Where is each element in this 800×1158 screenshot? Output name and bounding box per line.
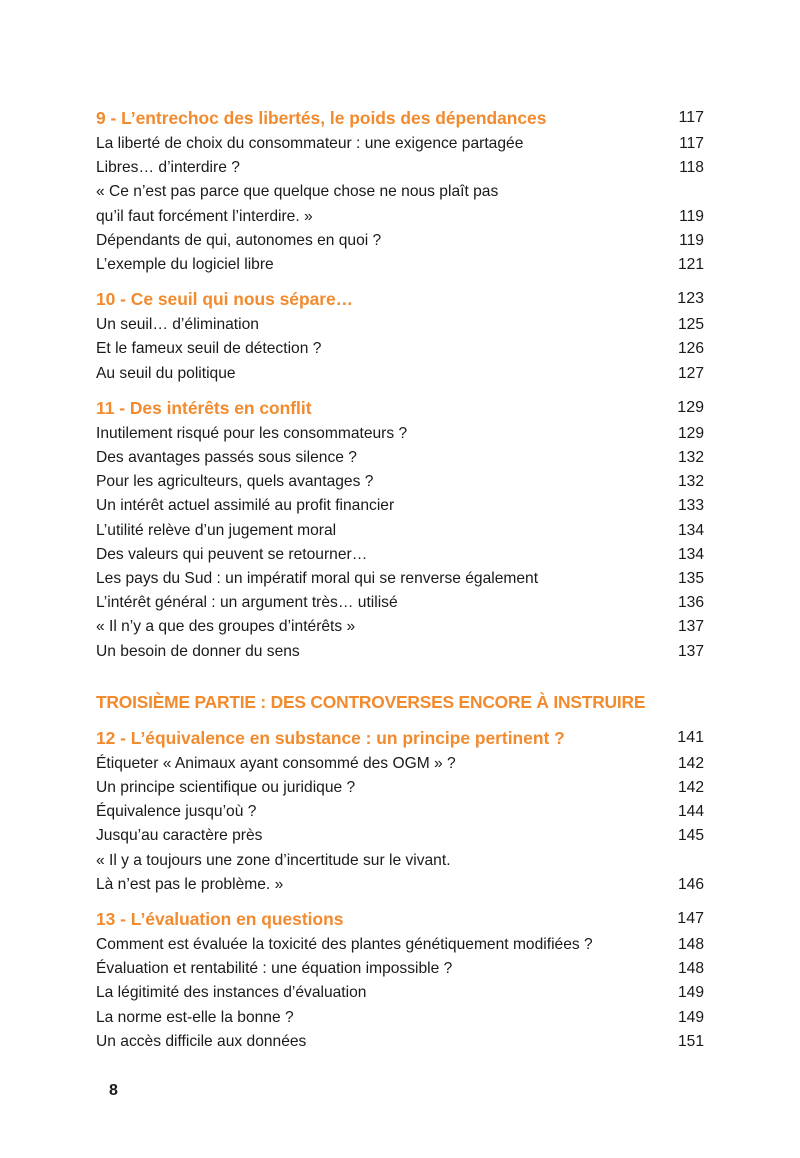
chapter-title: 12 - L’équivalence en substance : un principe pertinent ? bbox=[96, 727, 565, 748]
entry-title: Un besoin de donner du sens bbox=[96, 642, 300, 660]
toc-entry[interactable] bbox=[96, 519, 704, 543]
entry-page-number: 126 bbox=[677, 340, 704, 358]
chapter-page-number: 117 bbox=[678, 109, 704, 126]
toc-entry[interactable] bbox=[96, 446, 704, 470]
entry-page-number: 149 bbox=[677, 1008, 704, 1026]
page-number: 8 bbox=[109, 1082, 118, 1099]
entry-page-number: 146 bbox=[677, 875, 704, 893]
entry-page-number: 134 bbox=[677, 545, 704, 563]
entry-title: Des avantages passés sous silence ? bbox=[96, 449, 357, 467]
entry-title: L’utilité relève d’un jugement moral bbox=[96, 521, 337, 539]
chapter-heading[interactable] bbox=[96, 906, 704, 932]
toc-entry[interactable] bbox=[96, 957, 704, 981]
entry-page-number: 137 bbox=[677, 642, 704, 660]
entry-page-number: 132 bbox=[677, 473, 704, 491]
entry-page-number: 148 bbox=[677, 936, 704, 954]
chapter-page-number: 141 bbox=[677, 728, 704, 746]
entry-page-number: 129 bbox=[677, 424, 704, 442]
entry-title: Dépendants de qui, autonomes en quoi ? bbox=[96, 231, 382, 249]
toc-entry[interactable] bbox=[96, 615, 704, 639]
toc-entry[interactable] bbox=[96, 776, 704, 800]
toc-entry[interactable] bbox=[96, 933, 704, 957]
entry-title: Libres… d’interdire ? bbox=[96, 159, 240, 177]
toc-entry[interactable] bbox=[96, 567, 704, 591]
entry-page-number: 125 bbox=[677, 316, 704, 334]
toc-entry[interactable] bbox=[96, 752, 704, 776]
entry-title: Les pays du Sud : un impératif moral qui se renverse également bbox=[96, 570, 539, 588]
toc-entry[interactable] bbox=[96, 640, 704, 664]
entry-title: Et le fameux seuil de détection ? bbox=[96, 340, 322, 358]
toc-entry[interactable] bbox=[96, 313, 704, 337]
entry-title: La norme est-elle la bonne ? bbox=[96, 1008, 294, 1026]
table-of-contents bbox=[96, 105, 704, 1063]
entry-page-number: 144 bbox=[677, 803, 704, 821]
entry-page-number: 136 bbox=[677, 594, 704, 612]
entry-title: La légitimité des instances d’évaluation bbox=[96, 984, 367, 1002]
entry-title: Au seuil du politique bbox=[96, 364, 236, 382]
toc-entry[interactable] bbox=[96, 824, 704, 848]
toc-entry[interactable] bbox=[96, 422, 704, 446]
toc-entry[interactable] bbox=[96, 156, 704, 180]
entry-page-number: 145 bbox=[677, 827, 704, 845]
toc-chapter bbox=[96, 395, 704, 664]
entry-title: « Il n’y a que des groupes d’intérêts » bbox=[96, 618, 356, 636]
toc-entry[interactable] bbox=[96, 800, 704, 824]
toc-chapter bbox=[96, 286, 704, 386]
entry-page-number: 142 bbox=[677, 754, 704, 772]
toc-entry[interactable] bbox=[96, 253, 704, 277]
entry-title: L’exemple du logiciel libre bbox=[96, 256, 274, 274]
entry-page-number: 127 bbox=[677, 364, 704, 382]
entry-page-number: 118 bbox=[679, 159, 704, 177]
entry-page-number: 142 bbox=[677, 779, 704, 797]
toc-entry[interactable] bbox=[96, 494, 704, 518]
chapter-page-number: 147 bbox=[677, 910, 704, 928]
entry-title: Jusqu’au caractère près bbox=[96, 827, 263, 845]
entry-title: Un intérêt actuel assimilé au profit financier bbox=[96, 497, 395, 515]
chapter-title: 9 - L’entrechoc des libertés, le poids des dépendances bbox=[96, 108, 547, 128]
entry-title: Comment est évaluée la toxicité des plantes génétiquement modifiées ? bbox=[96, 936, 593, 954]
chapter-page-number: 129 bbox=[677, 398, 704, 416]
entry-page-number: 151 bbox=[677, 1032, 704, 1050]
toc-entry[interactable] bbox=[96, 470, 704, 494]
entry-title: Équivalence jusqu’où ? bbox=[96, 803, 257, 821]
toc-entry[interactable] bbox=[96, 849, 704, 897]
entry-page-number: 137 bbox=[677, 618, 704, 636]
chapter-heading[interactable] bbox=[96, 105, 704, 131]
entry-title: Des valeurs qui peuvent se retourner… bbox=[96, 545, 368, 563]
entry-page-number: 134 bbox=[677, 521, 704, 539]
entry-title: Un principe scientifique ou juridique ? bbox=[96, 779, 356, 797]
entry-title: L’intérêt général : un argument très… utilisé bbox=[96, 594, 398, 612]
toc-chapter bbox=[96, 725, 704, 897]
entry-page-number: 117 bbox=[679, 135, 704, 152]
toc-entry[interactable] bbox=[96, 981, 704, 1005]
entry-page-number: 132 bbox=[677, 449, 704, 467]
toc-entry[interactable] bbox=[96, 1006, 704, 1030]
chapter-title: 13 - L’évaluation en questions bbox=[96, 909, 344, 930]
toc-entry[interactable] bbox=[96, 591, 704, 615]
entry-page-number: 119 bbox=[679, 231, 704, 249]
toc-entry[interactable] bbox=[96, 132, 704, 156]
chapter-title: 11 - Des intérêts en conflit bbox=[96, 397, 312, 418]
toc-entry[interactable] bbox=[96, 362, 704, 386]
entry-title: « Il y a toujours une zone d’incertitude sur le vivant. Là n’est pas le problème. » bbox=[96, 851, 451, 893]
entry-page-number: 148 bbox=[677, 960, 704, 978]
toc-entry[interactable] bbox=[96, 337, 704, 361]
entry-page-number: 135 bbox=[677, 570, 704, 588]
entry-title: « Ce n’est pas parce que quelque chose ne nous plaît pas qu’il faut forcément l’interdire. » bbox=[96, 183, 499, 225]
part-heading: TROISIÈME PARTIE : DES CONTROVERSES ENCORE À INSTRUIRE bbox=[96, 691, 646, 712]
entry-title: Évaluation et rentabilité : une équation impossible ? bbox=[96, 960, 453, 978]
entry-title: Pour les agriculteurs, quels avantages ? bbox=[96, 473, 374, 491]
chapter-heading[interactable] bbox=[96, 725, 704, 751]
chapter-title: 10 - Ce seuil qui nous sépare… bbox=[96, 289, 354, 310]
toc-entry[interactable] bbox=[96, 180, 704, 228]
entry-title: Un accès difficile aux données bbox=[96, 1032, 307, 1050]
entry-page-number: 149 bbox=[677, 984, 704, 1002]
toc-entry[interactable] bbox=[96, 1030, 704, 1054]
entry-page-number: 133 bbox=[677, 497, 704, 515]
toc-chapter bbox=[96, 906, 704, 1054]
entry-title: Un seuil… d’élimination bbox=[96, 316, 259, 334]
entry-title: Étiqueter « Animaux ayant consommé des OGM » ? bbox=[96, 754, 456, 772]
entry-title: La liberté de choix du consommateur : une exigence partagée bbox=[96, 135, 524, 152]
toc-entry[interactable] bbox=[96, 543, 704, 567]
entry-page-number: 121 bbox=[677, 256, 704, 274]
entry-title: Inutilement risqué pour les consommateurs ? bbox=[96, 424, 408, 442]
chapter-heading[interactable] bbox=[96, 395, 704, 421]
chapter-page-number: 123 bbox=[677, 290, 704, 308]
toc-entry[interactable] bbox=[96, 229, 704, 253]
chapter-heading[interactable] bbox=[96, 286, 704, 312]
entry-page-number: 119 bbox=[679, 207, 704, 225]
toc-chapter bbox=[96, 105, 704, 277]
